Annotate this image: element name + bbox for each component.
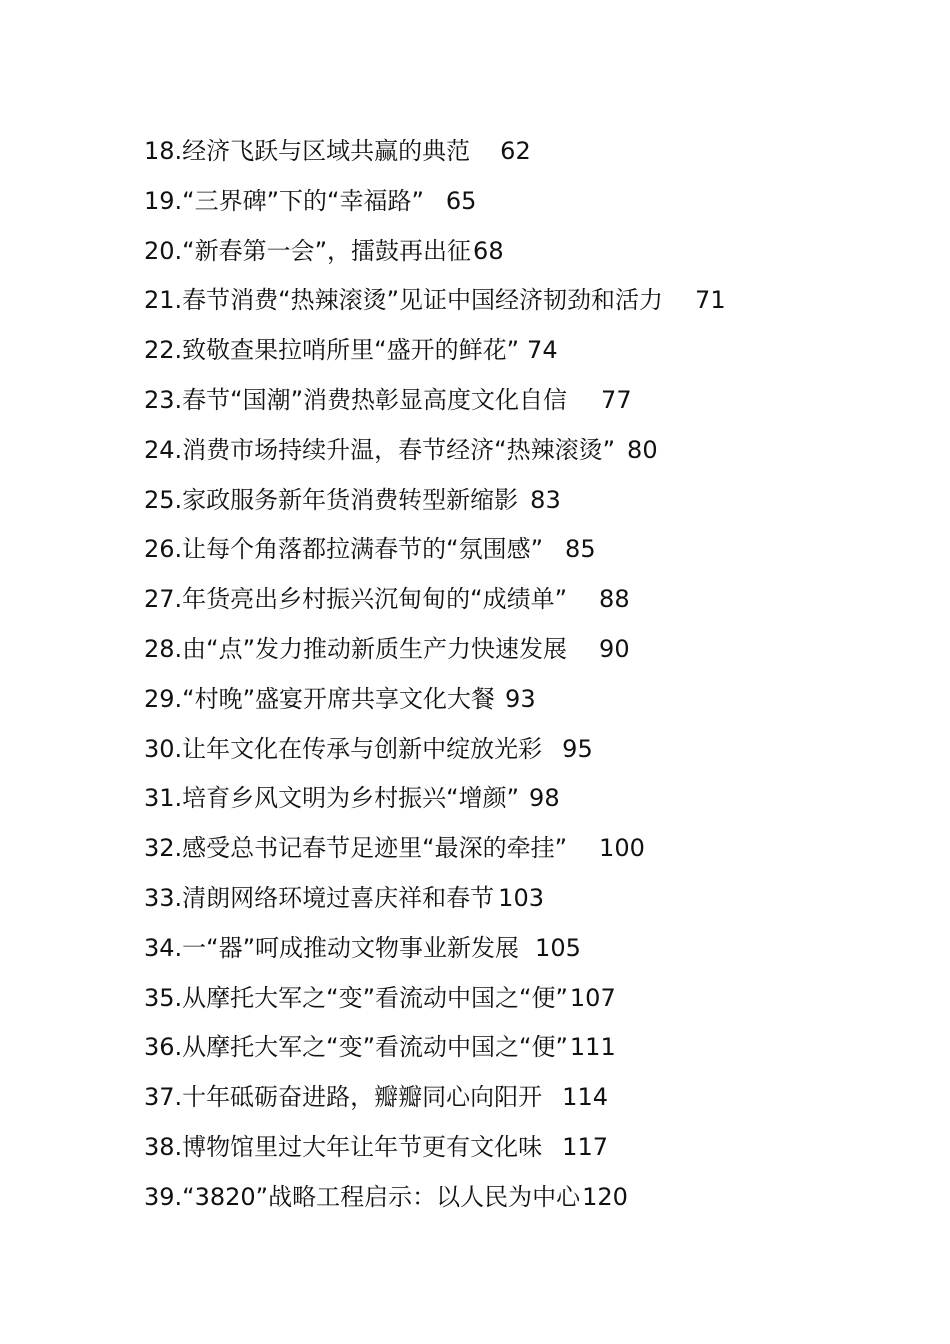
toc-entry-title: 39.“3820”战略工程启示：以人民为中心	[144, 1182, 581, 1211]
toc-entry	[144, 825, 904, 875]
toc-entry-page-number: 95	[562, 734, 593, 763]
toc-entry-page-number: 85	[565, 535, 596, 564]
toc-entry	[144, 626, 904, 676]
toc-entry-title: 23.春节“国潮”消费热彰显高度文化自信	[144, 385, 568, 414]
table-of-contents	[144, 128, 904, 1224]
toc-entry-title: 35.从摩托大军之“变”看流动中国之“便”	[144, 983, 568, 1012]
toc-entry	[144, 477, 904, 527]
toc-entry-title: 29.“村晚”盛宴开席共享文化大餐	[144, 684, 496, 713]
toc-entry	[144, 526, 904, 576]
toc-entry-page-number: 80	[627, 435, 658, 464]
toc-entry-title: 18.经济飞跃与区域共赢的典范	[144, 137, 471, 165]
toc-entry-page-number: 105	[535, 933, 581, 962]
toc-entry-title: 25.家政服务新年货消费转型新缩影	[144, 485, 519, 514]
toc-entry-title: 34.一“器”呵成推动文物事业新发展	[144, 933, 520, 962]
toc-entry	[144, 228, 904, 278]
toc-entry-title: 32.感受总书记春节足迹里“最深的牵挂”	[144, 834, 568, 863]
toc-entry-page-number: 114	[562, 1083, 608, 1112]
toc-entry-title: 28.由“点”发力推动新质生产力快速发展	[144, 634, 568, 663]
toc-entry	[144, 576, 904, 626]
toc-entry-page-number: 103	[498, 883, 544, 912]
toc-entry-page-number: 68	[473, 236, 504, 265]
toc-entry	[144, 1174, 904, 1224]
toc-entry	[144, 277, 904, 327]
toc-entry	[144, 427, 904, 477]
toc-entry	[144, 1074, 904, 1124]
toc-entry-title: 19.“三界碑”下的“幸福路”	[144, 186, 424, 215]
toc-entry-page-number: 117	[562, 1132, 608, 1161]
toc-entry-page-number: 62	[500, 137, 531, 165]
toc-entry-title: 26.让每个角落都拉满春节的“氛围感”	[144, 535, 544, 564]
toc-entry-title: 24.消费市场持续升温，春节经济“热辣滚烫”	[144, 435, 616, 464]
toc-entry-title: 20.“新春第一会”，擂鼓再出征	[144, 236, 472, 265]
toc-entry-title: 27.年货亮出乡村振兴沉甸甸的“成绩单”	[144, 585, 568, 614]
toc-entry-page-number: 93	[505, 684, 536, 713]
toc-entry-title: 36.从摩托大军之“变”看流动中国之“便”	[144, 1033, 568, 1062]
toc-entry	[144, 327, 904, 377]
toc-entry	[144, 377, 904, 427]
toc-entry	[144, 975, 904, 1025]
toc-entry-page-number: 65	[445, 186, 477, 215]
toc-entry	[144, 775, 904, 825]
toc-entry	[144, 676, 904, 726]
toc-entry	[144, 1124, 904, 1174]
toc-entry-title: 21.春节消费“热辣滚烫”见证中国经济韧劲和活力	[144, 286, 664, 315]
toc-entry-page-number: 74	[527, 336, 558, 365]
toc-entry-title: 37.十年砥砺奋进路，瓣瓣同心向阳开	[144, 1083, 543, 1112]
toc-entry-title: 31.培育乡风文明为乡村振兴“增颜”	[144, 784, 520, 813]
toc-entry-page-number: 120	[582, 1182, 628, 1211]
toc-entry	[144, 1024, 904, 1074]
toc-entry-page-number: 107	[569, 983, 616, 1012]
toc-entry-page-number: 98	[529, 784, 560, 813]
toc-entry	[144, 178, 904, 228]
toc-entry	[144, 726, 904, 776]
toc-entry-page-number: 77	[601, 385, 632, 414]
toc-entry	[144, 128, 904, 178]
toc-entry-page-number: 100	[599, 834, 645, 863]
toc-entry-title: 33.清朗网络环境过喜庆祥和春节	[144, 883, 495, 912]
toc-entry-title: 38.博物馆里过大年让年节更有文化味	[144, 1132, 543, 1161]
toc-entry-title: 22.致敬查果拉哨所里“盛开的鲜花”	[144, 336, 520, 365]
toc-entry-page-number: 83	[530, 485, 561, 514]
toc-entry-page-number: 71	[695, 286, 726, 315]
toc-entry	[144, 925, 904, 975]
toc-entry-page-number: 111	[569, 1033, 616, 1062]
toc-entry-page-number: 88	[599, 585, 630, 614]
toc-entry-title: 30.让年文化在传承与创新中绽放光彩	[144, 734, 543, 763]
toc-entry	[144, 875, 904, 925]
toc-entry-page-number: 90	[599, 634, 630, 663]
